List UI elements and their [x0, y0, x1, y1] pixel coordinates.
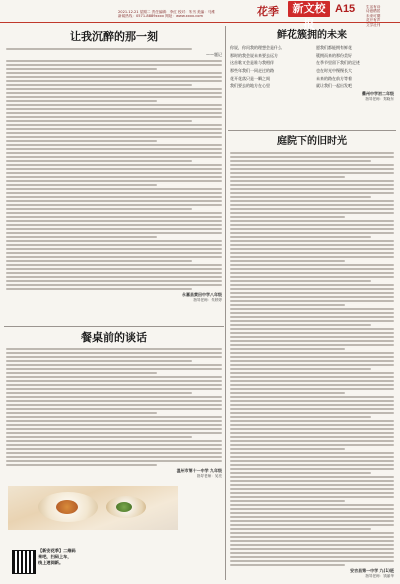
qr-promo-line: 【新安花季】二维码 — [38, 548, 76, 553]
article-school: 永嘉县黄田中学八年级 — [182, 292, 222, 297]
page-number: A15 — [335, 3, 356, 15]
article-epigraph: ——题记 — [206, 52, 222, 57]
paper-logo: 新文校报 — [288, 1, 330, 17]
motto-line: 未来可期 — [366, 13, 381, 18]
poem-line: 我们要去的地方在心里 — [230, 83, 270, 89]
motto-line: 诗意栖居 — [366, 9, 381, 14]
qr-promo-line: 来吧，扫码上车， — [38, 554, 72, 559]
section-name: 花季 — [257, 5, 279, 18]
article-teacher: 指导老师：朱婷婷 — [193, 298, 222, 302]
poem-line: 那些年我们一同走过的路 — [230, 68, 274, 74]
qr-promo — [6, 530, 222, 580]
article-body — [6, 348, 222, 466]
dining-illustration — [8, 486, 178, 530]
poem-line: 簇拥而来的那份美好 — [316, 52, 352, 58]
poem-line: 未来的路在前方等着 — [316, 75, 352, 81]
poem-line: 也在时光中慢慢长大 — [316, 68, 352, 74]
article-school: 衢州中学初二年级 — [362, 91, 394, 97]
article-school: 安吉县第一中学 九(1)班 — [350, 568, 394, 573]
article-title: 鲜花簇拥的未来 — [277, 30, 347, 41]
poem-column — [316, 44, 394, 90]
poem-line: 这首歌又会是谁与我相伴 — [230, 60, 274, 66]
issue-contact-line: 新闻热线：0571-8889xxxx 网址：www.xxxx.com — [118, 14, 203, 19]
article-title: 庭院下的旧时光 — [277, 136, 347, 147]
qr-code-icon[interactable] — [12, 550, 36, 574]
article-body — [230, 152, 394, 566]
section-motto — [366, 5, 398, 27]
article-teacher: 指导老师：郑晓东 — [365, 97, 394, 102]
poem-body — [230, 44, 394, 90]
article-body — [6, 48, 222, 290]
qr-promo-line: 线上速阅新。 — [38, 560, 64, 565]
article-right-mid — [230, 134, 394, 579]
article-school: 温州市第十一中学 九年级 — [176, 468, 222, 473]
row-divider — [4, 326, 224, 327]
motto-line: 生活有诗 — [366, 5, 381, 9]
poem-line: 愿我们都能拥有鲜花 — [316, 45, 352, 50]
column-divider — [225, 26, 226, 580]
article-teacher: 指导老师：吴亮 — [196, 474, 222, 478]
article-left-top — [6, 28, 222, 303]
masthead — [0, 0, 400, 31]
row-divider — [228, 130, 396, 131]
article-title: 让我沉醉的那一刻 — [70, 30, 158, 43]
poem-line: 那时的我会说未来要去远方 — [230, 52, 278, 58]
poem-line: 你说，你问我的理想会是什么 — [230, 45, 282, 50]
poem-line: 就让我们一起出发吧 — [316, 83, 352, 89]
article-teacher: 指导老师：钱丽华 — [365, 574, 394, 578]
motto-line: 花开有声 — [366, 18, 381, 23]
poem-line: 花开花落只是一瞬之间 — [230, 75, 270, 81]
motto-line: 文学社刊 — [366, 22, 381, 27]
qr-promo-text — [38, 548, 76, 566]
article-left-bottom — [6, 330, 222, 479]
poem-column — [230, 44, 312, 90]
poem-line: 在季节里留下我们的足迹 — [316, 60, 360, 66]
issue-date-line: 2021.12.21 星期二 责任编辑：李红 校对：朱书 美编：马维 — [118, 10, 216, 14]
article-title: 餐桌前的谈话 — [81, 331, 147, 344]
article-right-top — [230, 28, 394, 102]
issue-meta — [118, 10, 215, 19]
